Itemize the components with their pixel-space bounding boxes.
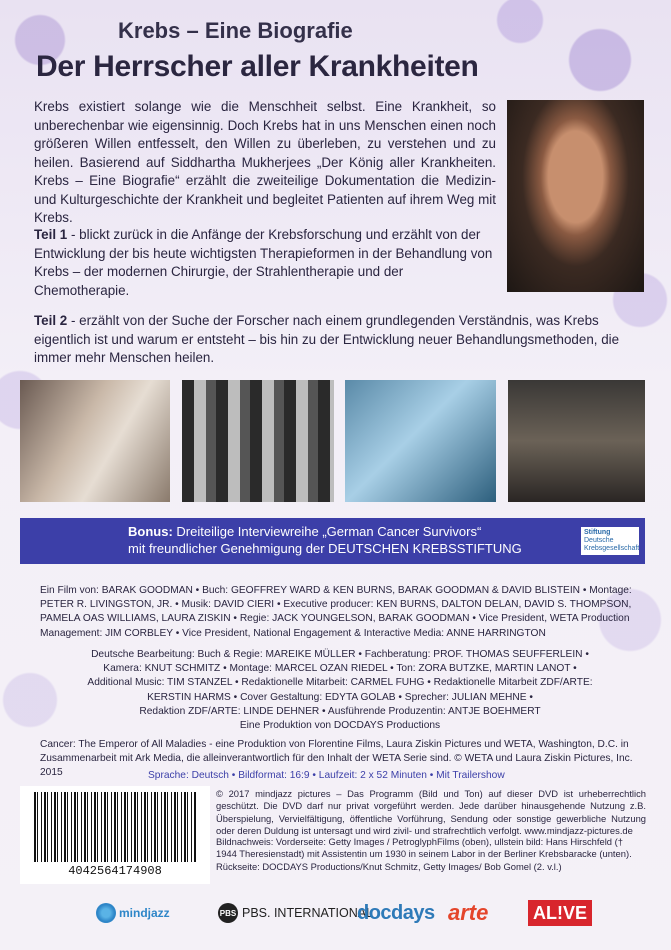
part1-text: - blickt zurück in die Anfänge der Krebsforschung und erzählt von der Entwicklung der bis heute wichtigsten Therapieformen in der Behandlung von Krebs – der modernen Chirurgie, der Strahlentherapie und der Chemotherapie.	[34, 227, 493, 298]
arte-logo: arte	[448, 900, 489, 925]
production-note: Cancer: The Emperor of All Maladies - eine Produktion von Florentine Films, Laura Ziskin Pictures und WETA, Washington, D.C. in Zusammenarbeit mit Ark Media, die alleinverantwortlich für den Inhalt der WETA Serie sind. © WETA und Laura Ziskin Pictures, Inc. 2015	[40, 739, 633, 779]
still-photo-woman	[508, 380, 645, 502]
part1-paragraph	[34, 226, 496, 300]
main-title: Der Herrscher aller Krankheiten	[36, 50, 479, 83]
bonus-line2: mit freundlicher Genehmigung der DEUTSCHEN KREBSSTIFTUNG	[128, 541, 522, 556]
part1-label: Teil 1	[34, 227, 68, 242]
part2-paragraph	[34, 312, 644, 368]
still-photo-patient	[20, 380, 170, 502]
bonus-banner	[20, 518, 645, 564]
part2-text: - erzählt von der Suche der Forscher nach einem grundlegenden Verständnis, was Krebs eigentlich ist und warum er entsteht – bis hin zu der Entwicklung neuer Behandlungsmethoden, die immer mehr Menschen heilen.	[34, 313, 620, 365]
logo-strip	[0, 898, 671, 928]
barcode-number: 4042564174908	[68, 864, 162, 878]
picture-credits: Bildnachweis: Vorderseite: Getty Images / PetroglyphFilms (oben), ullstein bild: Hans Hirschfeld († 1944 Theresienstadt) mit Assistentin um 1930 in seinem Labor in der Berliner Krebsbaracke (unten). Rückseite: DOCDAYS Productions/Knut Schmitz, Getty Images/ Bob Gomel (2. v.l.)	[216, 836, 632, 872]
portrait-photo	[507, 100, 644, 292]
barcode	[20, 786, 210, 884]
still-photo-surgery	[345, 380, 496, 502]
flower-icon	[96, 903, 116, 923]
bonus-line1: Bonus: Dreiteilige Interviewreihe „German Cancer Survivors“	[128, 524, 482, 539]
part2-label: Teil 2	[34, 313, 68, 328]
tech-specs: Sprache: Deutsch • Bildformat: 16:9 • Laufzeit: 2 x 52 Minuten • Mit Trailershow	[148, 770, 505, 781]
credits-original: Ein Film von: BARAK GOODMAN • Buch: GEOFFREY WARD & KEN BURNS, BARAK GOODMAN & DAVID BLISTEIN • Montage: PETER R. LIVINGSTON, JR. • Musik: DAVID CIERI • Executive producer: KEN BURNS, DALTON DELAN, DAVID S. THOMPSON, PAMELA OAS WILLIAMS, LAURA ZISKIN • Regie: JACK YOUNGELSON, BARAK GOODMAN • Vice President, WETA Production Management: JIM CORBLEY • Vice President, National Engagement & Interactive Media: ANNE HARRINGTON	[40, 585, 632, 639]
legal-notice: © 2017 mindjazz pictures – Das Programm (Bild und Ton) auf dieser DVD ist urheberrechtlich geschützt. Die DVD darf nur privat vorgeführt werden. Jede darüber hinausgehende Nutzung z.B. Überspielung, Vervielfältigung, öffentliche Vorführung, Sendung oder sonstige gewerbliche Nutzung oder deren Duldung ist untersagt und wird zivil- und strafrechtlich verfolgt. www.mindjazz-pictures.de	[216, 788, 646, 837]
mindjazz-logo: mindjazz	[96, 898, 170, 928]
intro-paragraph: Krebs existiert solange wie die Menschheit selbst. Eine Krankheit, so unberechenbar wie eigensinnig. Doch Krebs hat in uns Menschen einen noch größeren Willen entfesselt, den Willen zu überleben, zu verstehen und zu heilen. Basierend auf Siddhartha Mukherjees „Der König aller Krankheiten. Krebs – Eine Biografie“ erzählt die zweiteilige Dokumentation die Medizin- und Kulturgeschichte der Krankheit und begleitet Patienten auf ihrem Weg mit Krebs.	[34, 99, 496, 225]
still-photo-hospital-ward	[182, 380, 334, 502]
docdays-logo: docdays	[357, 901, 435, 924]
krebsstiftung-logo: Stiftung Deutsche Krebsgesellschaft	[581, 527, 639, 555]
pbs-international-logo: PBS PBS. INTERNATIONAL	[218, 898, 373, 928]
barcode-bars	[34, 792, 196, 862]
pbs-icon: PBS	[218, 903, 238, 923]
credits-german: Deutsche Bearbeitung: Buch & Regie: MAREIKE MÜLLER • Fachberatung: PROF. THOMAS SEUFFERLEIN • Kamera: KNUT SCHMITZ • Montage: MARCEL OZAN RIEDEL • Ton: ZORA BUTZKE, MARTIN LANOT • Additional Music: TIM STANZEL • Redaktionelle Mitarbeit: CARMEL FUHG • Redaktionelle Mitarbeit ZDF/ARTE: KERSTIN HARMS • Cover Gestaltung: EDYTA GOLAB • Sprecher: JULIAN MEHNE • Redaktion ZDF/ARTE: LINDE DEHNER • Ausführende Produzentin: ANTJE BOEHMERT Eine Produktion von DOCDAYS Productions	[87, 649, 593, 732]
bonus-label: Bonus:	[128, 524, 173, 539]
alive-logo: AL!VE	[528, 900, 592, 926]
subtitle-heading: Krebs – Eine Biografie	[118, 18, 353, 43]
